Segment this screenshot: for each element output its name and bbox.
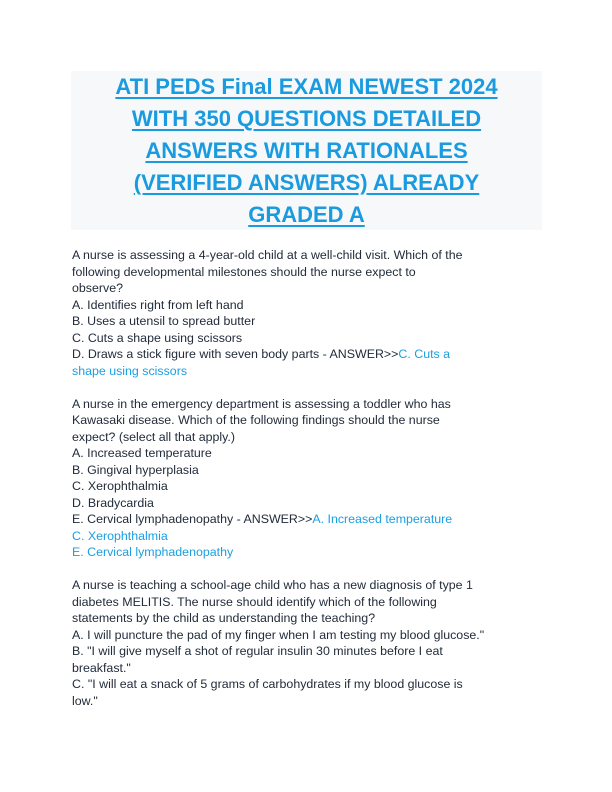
question-3 — [72, 577, 542, 709]
question-stem: expect? (select all that apply.) — [72, 429, 235, 444]
question-1 — [72, 247, 542, 379]
answer-option: breakfast." — [72, 660, 131, 675]
correct-answer: C. Xerophthalmia — [72, 528, 168, 543]
question-stem: following developmental milestones should the nurse expect to — [72, 264, 416, 279]
answer-option: C. Cuts a shape using scissors — [72, 330, 243, 345]
answer-option: A. Identifies right from left hand — [72, 297, 244, 312]
spacer — [72, 379, 542, 396]
title-line: (VERIFIED ANSWERS) ALREADY — [133, 169, 480, 195]
answer-option: B. Uses a utensil to spread butter — [72, 314, 256, 328]
question-stem: A nurse in the emergency department is assessing a toddler who has — [72, 396, 451, 411]
answer-option-line — [72, 346, 542, 363]
answer-option: B. "I will give myself a shot of regular insulin 30 minutes before I eat — [72, 644, 443, 658]
spacer — [72, 561, 542, 578]
correct-answer: C. Cuts a — [398, 347, 451, 361]
question-stem: observe? — [72, 281, 123, 295]
correct-answer: shape using scissors — [72, 363, 188, 378]
answer-option-line — [72, 511, 542, 528]
correct-answer: A. Increased temperature — [312, 512, 453, 526]
question-stem: Kawasaki disease. Which of the following findings should the nurse — [72, 413, 440, 427]
answer-option: C. "I will eat a snack of 5 grams of carbohydrates if my blood glucose is — [72, 677, 463, 691]
title-line: GRADED A — [248, 201, 365, 227]
answer-option: A. Increased temperature — [72, 446, 212, 460]
answer-option: A. I will puncture the pad of my finger when I am testing my blood glucose." — [72, 627, 485, 642]
answer-option: E. Cervical lymphadenopathy - ANSWER>> — [72, 512, 313, 526]
correct-answer: E. Cervical lymphadenopathy — [72, 545, 234, 559]
answer-option: B. Gingival hyperplasia — [72, 462, 199, 477]
question-stem: A nurse is teaching a school-age child who has a new diagnosis of type 1 — [72, 578, 473, 592]
answer-option: low." — [72, 693, 98, 708]
title-line: ANSWERS WITH RATIONALES — [145, 137, 468, 163]
document-body — [72, 247, 542, 709]
title-line: ATI PEDS Final EXAM NEWEST 2024 — [115, 73, 498, 99]
answer-option: D. Draws a stick figure with seven body parts - ANSWER>> — [72, 347, 399, 361]
title-line: WITH 350 QUESTIONS DETAILED — [131, 105, 482, 131]
answer-option: C. Xerophthalmia — [72, 479, 168, 493]
question-stem: A nurse is assessing a 4-year-old child at a well-child visit. Which of the — [72, 248, 463, 262]
question-2 — [72, 396, 542, 561]
answer-option: D. Bradycardia — [72, 495, 154, 510]
question-stem: diabetes MELITIS. The nurse should identify which of the following — [72, 594, 437, 609]
document-title — [71, 71, 542, 230]
question-stem: statements by the child as understanding the teaching? — [72, 611, 376, 625]
